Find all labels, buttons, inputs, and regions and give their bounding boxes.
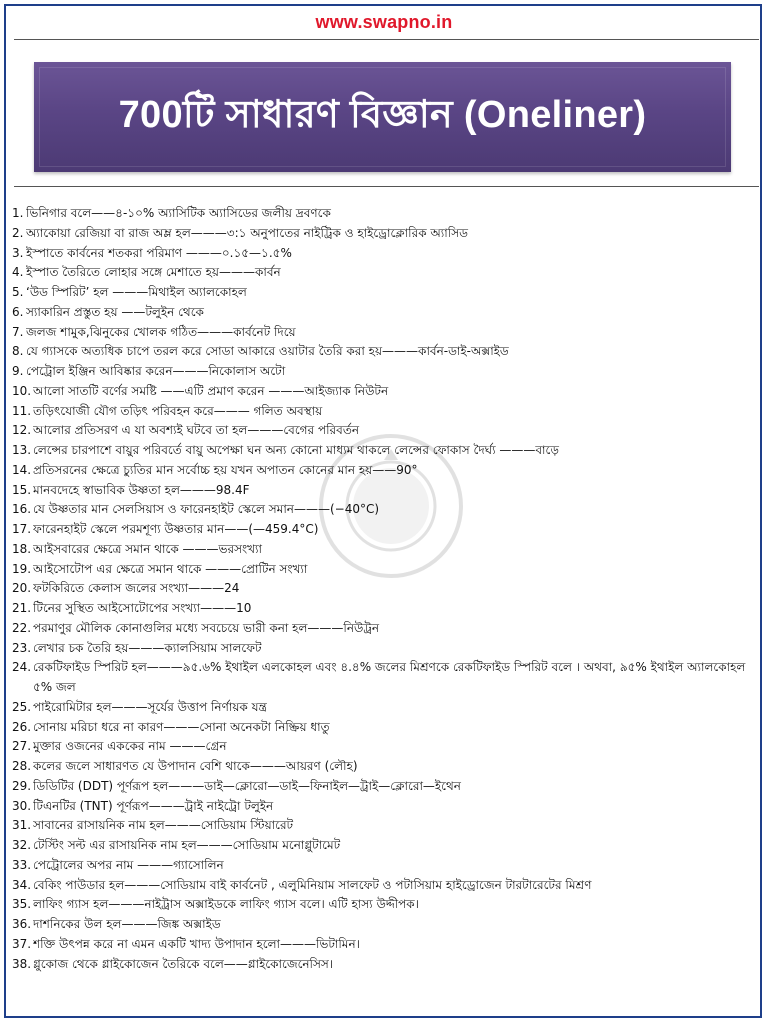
list-item bbox=[12, 955, 756, 975]
item-text: ফটকিরিতে কেলাস জলের সংখ্যা———24 bbox=[33, 581, 240, 596]
item-text: স্যাকারিন প্রস্তুত হয় ——টলুইন থেকে bbox=[26, 304, 204, 319]
item-text: টেস্টিং সল্ট এর রাসায়নিক নাম হল———সোডিয়াম মনোগ্লুটামেট bbox=[33, 838, 341, 852]
list-item bbox=[12, 362, 756, 382]
item-text: টিএনটির (TNT) পূর্ণরূপ———ট্রাই নাইট্রো টলুইন bbox=[33, 798, 274, 813]
list-item bbox=[12, 500, 756, 520]
item-text: পাইরোমিটার হল———সূর্যের উত্তাপ নির্ণায়ক যন্ত্র bbox=[33, 699, 267, 714]
item-text: লেন্সের চারপাশে বায়ুর পরিবর্তে বায়ু অপেক্ষা ঘন অন্য কোনো মাধ্যম থাকলে লেন্সের ফোকাস দৈর্ঘ্য ———বাড়ে bbox=[33, 443, 559, 457]
item-number: 18. bbox=[12, 541, 32, 556]
banner-title: 700টি সাধারণ বিজ্ঞান (Oneliner) bbox=[118, 94, 647, 136]
item-text: ইস্পাত তৈরিতে লোহার সঙ্গে মেশাতে হয়———কার্বন bbox=[26, 265, 281, 280]
item-text: শক্তি উৎপন্ন করে না এমন একটি খাদ্য উপাদান হলো———ভিটামিন। bbox=[33, 936, 360, 951]
list-item bbox=[12, 540, 756, 560]
item-text: ফারেনহাইট স্কেলে পরমশূণ্য উষ্ণতার মান——(—459.4°C) bbox=[33, 522, 319, 536]
list-item bbox=[12, 323, 756, 343]
item-text: বেকিং পাউডার হল———সোডিয়াম বাই কার্বনেট , এলুমিনিয়াম সালফেট ও পটাসিয়াম হাইড্রোজেন টারটারেটের মিশ্রণ bbox=[33, 877, 592, 892]
item-number: 1. bbox=[12, 206, 24, 220]
list-item bbox=[12, 342, 756, 362]
item-number: 8. bbox=[12, 344, 24, 359]
list-item bbox=[12, 777, 756, 797]
list-item bbox=[12, 441, 756, 461]
item-number: 25. bbox=[12, 699, 32, 714]
list-item bbox=[12, 718, 756, 738]
item-text: জলজ শামুক,ঝিনুকের খোলক গঠিত———কার্বনেট দিয়ে bbox=[26, 324, 296, 339]
item-text: দাশনিকের উল হল———জিঙ্ক অক্সাইড bbox=[33, 917, 221, 931]
list-item bbox=[12, 658, 756, 698]
item-text: আইসোটোপ এর ক্ষেত্রে সমান থাকে ———প্রোটিন সংখ্যা bbox=[33, 561, 308, 576]
item-number: 35. bbox=[12, 897, 32, 912]
item-number: 37. bbox=[12, 936, 32, 951]
item-text: যে গ্যাসকে অত্যধিক চাপে তরল করে সোডা আকারে ওয়াটার তৈরি করা হয়———কার্বন-ডাই-অক্সাইড bbox=[26, 344, 509, 359]
list-item bbox=[12, 481, 756, 501]
item-number: 22. bbox=[12, 620, 32, 635]
item-text: লাফিং গ্যাস হল———নাইট্রাস অক্সাইডকে লাফিং গ্যাস বলে। এটি হাস্য উদ্দীপক। bbox=[33, 897, 419, 912]
header-divider bbox=[14, 39, 759, 40]
item-text: ভিনিগার বলে——৪-১০% অ্যাসিটিক অ্যাসিডের জলীয় দ্রবণকে bbox=[26, 206, 331, 220]
list-item bbox=[12, 639, 756, 659]
item-text: লেখার চক তৈরি হয়———ক্যালসিয়াম সালফেট bbox=[33, 640, 262, 655]
list-item bbox=[12, 263, 756, 283]
item-text: আলোর প্রতিসরণ এ যা অবশ্যই ঘটবে তা হল———বেগের পরিবর্তন bbox=[33, 423, 359, 438]
item-number: 24. bbox=[12, 660, 32, 675]
item-number: 5. bbox=[12, 285, 24, 299]
list-item bbox=[12, 856, 756, 876]
item-number: 26. bbox=[12, 719, 32, 734]
list-item bbox=[12, 737, 756, 757]
list-item bbox=[12, 224, 756, 244]
list-item bbox=[12, 461, 756, 481]
list-item bbox=[12, 915, 756, 935]
item-text: প্রতিসরনের ক্ষেত্রে চ্যুতির মান সর্বোচ্চ হয় যখন অপাতন কোনের মান হয়——90° bbox=[33, 462, 418, 477]
list-item bbox=[12, 836, 756, 856]
item-number: 6. bbox=[12, 304, 24, 319]
item-number: 11. bbox=[12, 403, 32, 418]
item-text: আইসবারের ক্ষেত্রে সমান থাকে ———ভরসংখ্যা bbox=[33, 541, 263, 556]
item-number: 7. bbox=[12, 324, 24, 339]
item-text: টিনের সুস্থিত আইসোটোপের সংখ্যা———10 bbox=[33, 601, 252, 615]
list-item bbox=[12, 382, 756, 402]
list-item bbox=[12, 402, 756, 422]
item-text: ইস্পাতে কার্বনের শতকরা পরিমাণ ———০.১৫—১.৫% bbox=[26, 245, 292, 260]
list-item bbox=[12, 816, 756, 836]
item-text: গ্লুকোজ থেকে গ্লাইকোজেন তৈরিকে বলে——গ্লাইকোজেনেসিস। bbox=[33, 956, 334, 971]
list-item bbox=[12, 421, 756, 441]
item-number: 20. bbox=[12, 581, 32, 596]
item-number: 2. bbox=[12, 225, 24, 240]
item-number: 29. bbox=[12, 778, 32, 793]
site-url[interactable]: www.swapno.in bbox=[315, 12, 453, 32]
item-number: 12. bbox=[12, 423, 32, 438]
item-number: 21. bbox=[12, 601, 32, 615]
item-text: সোনায় মরিচা ধরে না কারণ———সোনা অনেকটা নিষ্ক্রিয় ধাতু bbox=[33, 719, 330, 734]
oneliner-list bbox=[12, 204, 756, 974]
list-item bbox=[12, 797, 756, 817]
item-number: 15. bbox=[12, 482, 32, 497]
item-text: তড়িৎযোজী যৌগ তড়িৎ পরিবহন করে——— গলিত অবস্থায় bbox=[33, 403, 323, 418]
item-number: 16. bbox=[12, 502, 32, 517]
item-text: সাবানের রাসায়নিক নাম হল———সোডিয়াম স্টিয়ারেট bbox=[33, 818, 294, 833]
item-number: 10. bbox=[12, 383, 32, 398]
item-text: পরমাণুর মৌলিক কোনাগুলির মধ্যে সবচেয়ে ভারী কনা হল———নিউট্রন bbox=[33, 620, 380, 635]
item-text: মানবদেহে স্বাভাবিক উষ্ণতা হল———98.4F bbox=[33, 482, 250, 497]
item-number: 14. bbox=[12, 462, 32, 477]
item-text: মুক্তার ওজনের এককের নাম ———গ্রেন bbox=[33, 739, 227, 754]
item-text: রেকটিফাইড স্পিরিট হল———৯৫.৬% ইথাইল এলকোহল এবং ৪.৪% জলের মিশ্রণকে রেকটিফাইড স্পিরিট বলে । অথবা, ৯৫% ইথাইল অ্যালকোহল ৫% জল bbox=[33, 660, 746, 694]
item-text: ‘উড স্পিরিট’ হল ———মিথাইল অ্যালকোহল bbox=[26, 285, 247, 299]
item-text: ডিডিটির (DDT) পূর্ণরূপ হল———ডাই—ক্লোরো—ডাই—ফিনাইল—ট্রাই—ক্লোরো—ইথেন bbox=[33, 778, 461, 793]
list-item bbox=[12, 283, 756, 303]
item-number: 32. bbox=[12, 838, 32, 852]
list-item bbox=[12, 560, 756, 580]
list-item bbox=[12, 303, 756, 323]
item-number: 4. bbox=[12, 265, 24, 280]
item-text: কলের জলে সাধারণত যে উপাদান বেশি থাকে———আয়রণ (লৌহ) bbox=[33, 759, 358, 773]
list-item bbox=[12, 520, 756, 540]
list-item bbox=[12, 619, 756, 639]
item-text: আলো সাতটি বর্ণের সমষ্টি ——এটি প্রমাণ করেন ———আইজ্যাক নিউটন bbox=[33, 383, 389, 398]
item-number: 19. bbox=[12, 561, 32, 576]
list-item bbox=[12, 244, 756, 264]
item-text: পেট্রোল ইঞ্জিন আবিষ্কার করেন———নিকোলাস অটো bbox=[26, 364, 286, 378]
content-divider bbox=[14, 186, 759, 187]
item-number: 9. bbox=[12, 364, 24, 378]
list-item bbox=[12, 876, 756, 896]
list-item bbox=[12, 935, 756, 955]
item-number: 38. bbox=[12, 956, 32, 971]
item-number: 13. bbox=[12, 443, 32, 457]
item-number: 33. bbox=[12, 857, 32, 872]
title-banner bbox=[34, 62, 731, 172]
item-number: 3. bbox=[12, 245, 24, 260]
item-number: 31. bbox=[12, 818, 32, 833]
item-number: 17. bbox=[12, 522, 32, 536]
item-text: পেট্রোলের অপর নাম ———গ্যাসোলিন bbox=[33, 857, 224, 872]
list-item bbox=[12, 204, 756, 224]
item-text: অ্যাকোয়া রেজিয়া বা রাজ অম্ল হল———৩:১ অনুপাতের নাইট্রিক ও হাইড্রোক্লোরিক অ্যাসিড bbox=[26, 225, 468, 240]
list-item bbox=[12, 698, 756, 718]
list-item bbox=[12, 579, 756, 599]
item-number: 23. bbox=[12, 640, 32, 655]
item-number: 28. bbox=[12, 759, 32, 773]
item-number: 34. bbox=[12, 877, 32, 892]
item-number: 36. bbox=[12, 917, 32, 931]
list-item bbox=[12, 895, 756, 915]
list-item bbox=[12, 757, 756, 777]
item-text: যে উষ্ণতার মান সেলসিয়াস ও ফারেনহাইট স্কেলে সমান———(−40°C) bbox=[33, 502, 380, 517]
item-number: 30. bbox=[12, 798, 32, 813]
item-number: 27. bbox=[12, 739, 32, 754]
list-item bbox=[12, 599, 756, 619]
